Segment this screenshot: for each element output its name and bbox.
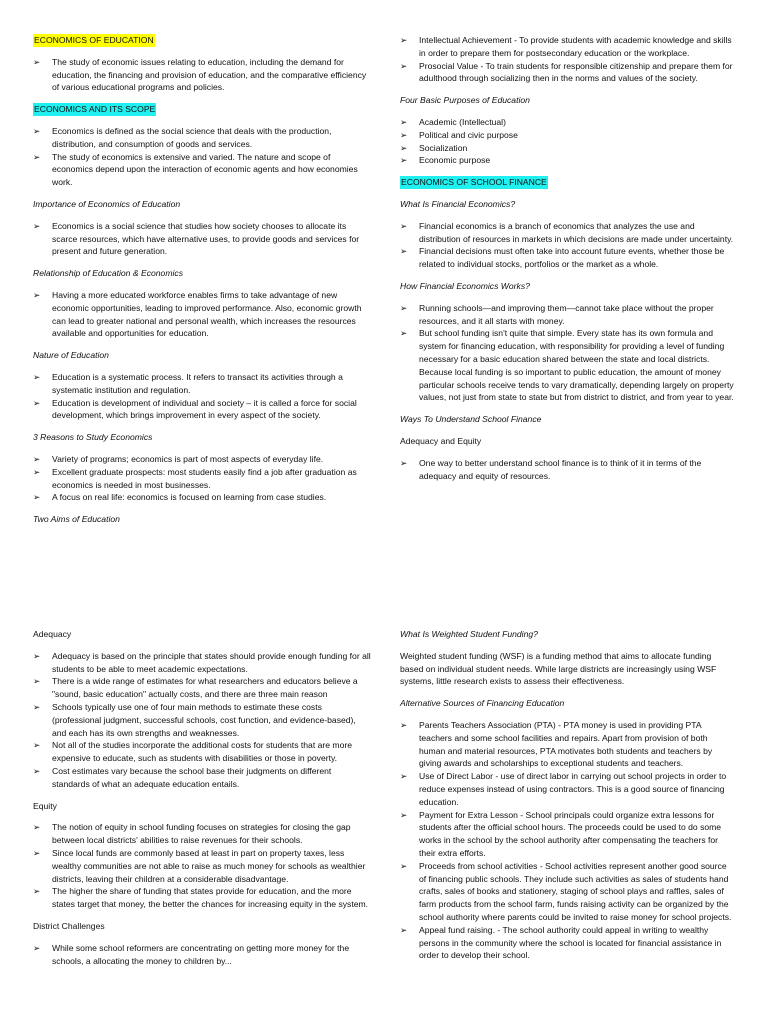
arrowhead-bullet-icon: ➢ xyxy=(400,246,408,257)
list-item-text: Schools typically use one of four main methods to estimate these costs (professional judgment, successful schools, cost function, and evidence-based), and each has its own strengths and weaknesses. xyxy=(52,701,356,738)
list-item-text: The study of economics is extensive and varied. The nature and scope of economics depend upon the interaction of economic agents and how economies work. xyxy=(52,151,358,188)
list-item xyxy=(400,129,736,142)
list-item-text: Adequacy is based on the principle that states should provide enough funding for all students to be able to meet academic expectations. xyxy=(52,650,371,674)
list-item xyxy=(400,116,736,129)
bullet-list xyxy=(33,220,371,258)
section-heading-row xyxy=(400,176,736,198)
bullet-list xyxy=(400,302,736,404)
italic-subheading: Two Aims of Education xyxy=(33,514,120,525)
list-item-text: Prosocial Value - To train students for responsible citizenship and prepare them for adulthood through socializing then in the norms and values of the society. xyxy=(419,60,733,84)
list-item-text: Not all of the studies incorporate the additional costs for students that are more expensive to educate, such as students with disabilities or those in poverty. xyxy=(52,740,352,764)
arrowhead-bullet-icon: ➢ xyxy=(33,151,41,162)
arrowhead-bullet-icon: ➢ xyxy=(400,220,408,231)
list-item-text: Excellent graduate prospects: most students easily find a job after graduation as economics is needed in most businesses. xyxy=(52,466,357,490)
list-item-text: Having a more educated workforce enables firms to take advantage of new economic opportunities, leading to improved performance. Also, economic growth can lead to greater national and personal wealth, which increases the resources available and opportunities for education. xyxy=(52,289,362,339)
list-item xyxy=(400,220,736,246)
bullet-list xyxy=(33,453,371,504)
list-item xyxy=(33,466,371,492)
list-item xyxy=(400,327,736,404)
arrowhead-bullet-icon: ➢ xyxy=(33,125,41,136)
bullet-list xyxy=(33,56,371,94)
list-item-text: Financial economics is a branch of economics that analyzes the use and distribution of resources in markets in which decisions are made under uncertainty. xyxy=(419,220,734,244)
list-item-text: But school funding isn't quite that simple. Every state has its own formula and system for financing education, with responsibility for providing a level of funding necessary for a basic education shared between the state and local districts. Because local funding is so important to public education, the amount of money particular schools receive tends to vary dramatically, depending largely on property values, not just from state to state but from district to district, and from year to year. xyxy=(419,328,734,403)
list-item xyxy=(400,860,736,924)
arrowhead-bullet-icon: ➢ xyxy=(400,809,408,820)
list-item xyxy=(33,397,371,423)
arrowhead-bullet-icon: ➢ xyxy=(33,886,41,897)
bullet-list xyxy=(33,289,371,340)
italic-subheading: How Financial Economics Works? xyxy=(400,280,530,291)
list-item xyxy=(400,809,736,860)
list-item xyxy=(33,220,371,258)
list-item-text: While some school reformers are concentrating on getting more money for the schools, a allocating the money to children by... xyxy=(52,942,350,966)
list-item xyxy=(400,154,736,167)
list-item xyxy=(400,60,736,86)
arrowhead-bullet-icon: ➢ xyxy=(33,701,41,712)
list-item-text: Economics is defined as the social science that deals with the production, distribution, and consumption of goods and services. xyxy=(52,125,332,149)
plain-heading: Adequacy xyxy=(33,629,72,639)
bullet-list xyxy=(400,220,736,271)
list-item-text: Education is development of individual and society – it is called a force for social development, which brings improvement in every aspect of the society. xyxy=(52,397,357,421)
bottom-left-column xyxy=(33,628,371,976)
list-item xyxy=(400,302,736,328)
italic-subheading: Nature of Education xyxy=(33,350,109,361)
bottom-right-column xyxy=(400,628,736,971)
arrowhead-bullet-icon: ➢ xyxy=(400,155,408,166)
highlighted-section-heading: ECONOMICS OF SCHOOL FINANCE xyxy=(401,177,547,188)
italic-subheading: Ways To Understand School Finance xyxy=(400,414,542,425)
list-item-text: Appeal fund raising. - The school authority could appeal in writing to wealthy persons in the community where the school is located for financial assistance in order to develop their school. xyxy=(419,924,722,961)
list-item xyxy=(33,701,371,739)
arrowhead-bullet-icon: ➢ xyxy=(33,740,41,751)
list-item xyxy=(33,765,371,791)
italic-subheading: Alternative Sources of Financing Education xyxy=(400,698,565,709)
arrowhead-bullet-icon: ➢ xyxy=(400,328,408,339)
italic-subheading: Four Basic Purposes of Education xyxy=(400,95,530,106)
arrowhead-bullet-icon: ➢ xyxy=(400,129,408,140)
bullet-list xyxy=(33,821,371,911)
arrowhead-bullet-icon: ➢ xyxy=(33,942,41,953)
arrowhead-bullet-icon: ➢ xyxy=(400,35,408,45)
list-item-text: Economic purpose xyxy=(419,155,491,166)
italic-subheading: What Is Financial Economics? xyxy=(400,198,516,209)
list-item xyxy=(33,650,371,676)
list-item xyxy=(400,245,736,271)
bullet-list xyxy=(400,457,736,483)
arrowhead-bullet-icon: ➢ xyxy=(33,822,41,833)
list-item-text: A focus on real life: economics is focused on learning from case studies. xyxy=(52,492,327,503)
list-item xyxy=(33,821,371,847)
list-item-text: Use of Direct Labor - use of direct labor in carrying out school projects in order to reduce expenses instead of using contractors. This is a good source of financing education. xyxy=(419,771,727,807)
list-item-text: Political and civic purpose xyxy=(419,129,518,140)
arrowhead-bullet-icon: ➢ xyxy=(400,924,408,935)
highlighted-section-heading: ECONOMICS OF EDUCATION xyxy=(34,35,154,45)
arrowhead-bullet-icon: ➢ xyxy=(33,289,41,300)
arrowhead-bullet-icon: ➢ xyxy=(400,719,408,730)
plain-heading: Adequacy and Equity xyxy=(400,435,482,446)
list-item xyxy=(33,289,371,340)
list-item xyxy=(33,675,371,701)
italic-subheading: What Is Weighted Student Funding? xyxy=(400,629,538,639)
bottom-page xyxy=(0,616,768,1024)
list-item-text: Payment for Extra Lesson - School principals could organize extra lessons for students after the official school hours. The proceeds could be used to do some works in the school by the school authority after compensating the teachers for their extra efforts. xyxy=(419,809,722,858)
list-item xyxy=(400,719,736,770)
bullet-list xyxy=(33,942,371,968)
arrowhead-bullet-icon: ➢ xyxy=(33,676,41,687)
list-item xyxy=(33,125,371,151)
arrowhead-bullet-icon: ➢ xyxy=(33,492,41,503)
arrowhead-bullet-icon: ➢ xyxy=(33,847,41,858)
bullet-list xyxy=(33,371,371,422)
section-heading-row xyxy=(33,103,371,125)
list-item xyxy=(33,491,371,504)
arrowhead-bullet-icon: ➢ xyxy=(400,116,408,127)
list-item xyxy=(33,371,371,397)
list-item-text: The notion of equity in school funding focuses on strategies for closing the gap between local districts' abilities to raise revenues for their schools. xyxy=(52,822,351,846)
list-item-text: Academic (Intellectual) xyxy=(419,116,506,127)
list-item-text: Socialization xyxy=(419,142,468,153)
list-item xyxy=(33,151,371,189)
arrowhead-bullet-icon: ➢ xyxy=(400,302,408,313)
arrowhead-bullet-icon: ➢ xyxy=(400,860,408,871)
list-item-text: Economics is a social science that studies how society chooses to allocate its scarce resources, which have alternative uses, to provide goods and services for present and future generation. xyxy=(52,220,360,257)
plain-heading: Equity xyxy=(33,800,57,811)
highlighted-section-heading: ECONOMICS AND ITS SCOPE xyxy=(34,104,156,115)
arrowhead-bullet-icon: ➢ xyxy=(33,56,41,67)
top-right-column xyxy=(400,34,736,491)
list-item xyxy=(400,457,736,483)
arrowhead-bullet-icon: ➢ xyxy=(33,453,41,464)
list-item xyxy=(400,34,736,60)
list-item xyxy=(33,56,371,94)
list-item xyxy=(400,924,736,962)
list-item xyxy=(400,142,736,155)
arrowhead-bullet-icon: ➢ xyxy=(400,60,408,71)
list-item xyxy=(33,453,371,466)
arrowhead-bullet-icon: ➢ xyxy=(33,371,41,382)
list-item xyxy=(33,885,371,911)
list-item-text: Financial decisions must often take into account future events, whether those be related to individual stocks, portfolios or the market as a whole. xyxy=(419,246,725,270)
list-item-text: Cost estimates vary because the school base their judgments on different standards of what an adequate education entails. xyxy=(52,765,332,789)
list-item xyxy=(400,770,736,808)
bullet-list xyxy=(33,125,371,189)
list-item-text: Education is a systematic process. It refers to transact its activities through a systematic institution and regulation. xyxy=(52,371,343,395)
bullet-list xyxy=(400,719,736,962)
body-paragraph: Weighted student funding (WSF) is a funding method that aims to allocate funding based on individual student needs. While large districts are increasingly using WSF systems, little research exists to assess their effectiveness. xyxy=(400,650,717,687)
list-item-text: Variety of programs; economics is part of most aspects of everyday life. xyxy=(52,453,324,464)
arrowhead-bullet-icon: ➢ xyxy=(33,650,41,661)
plain-heading: District Challenges xyxy=(33,920,105,931)
list-item-text: There is a wide range of estimates for what researchers and educators believe a "sound, basic education" actually costs, and there are three main reason xyxy=(52,676,358,700)
list-item-text: Since local funds are commonly based at least in part on property taxes, less wealthy communities are not able to raise as much money for schools as wealthier districts, leaving their children at a considerable disadvantage. xyxy=(52,847,366,884)
list-item-text: The higher the share of funding that states provide for education, and the more states target that money, the better the chances for increasing equity in the system. xyxy=(52,886,369,910)
list-item xyxy=(33,739,371,765)
arrowhead-bullet-icon: ➢ xyxy=(400,771,408,782)
arrowhead-bullet-icon: ➢ xyxy=(33,466,41,477)
arrowhead-bullet-icon: ➢ xyxy=(400,142,408,153)
list-item-text: One way to better understand school finance is to think of it in terms of the adequacy and equity of resources. xyxy=(419,457,702,481)
italic-subheading: Relationship of Education & Economics xyxy=(33,268,183,279)
arrowhead-bullet-icon: ➢ xyxy=(400,457,408,468)
bullet-list xyxy=(400,116,736,167)
list-item xyxy=(33,847,371,885)
italic-subheading: 3 Reasons to Study Economics xyxy=(33,432,153,443)
section-heading-row xyxy=(33,34,371,56)
bullet-list xyxy=(400,34,736,85)
arrowhead-bullet-icon: ➢ xyxy=(33,765,41,776)
list-item-text: Intellectual Achievement - To provide students with academic knowledge and skills in order to prepare them for postsecondary education or the workplace. xyxy=(419,35,732,58)
list-item-text: Proceeds from school activities - School activities represent another good source of financing public schools. They include such activities as sales of students hand crafts, sales of books and stationery, staging of school plays and raffles, sales of farm products from the school farm, funds raising activity can be organized by the school authority where parents could be invited to raise money for school projects. xyxy=(419,860,732,922)
list-item-text: Parents Teachers Association (PTA) - PTA money is used in providing PTA teachers and some school facilities and repairs. Apart from provision of both human and material resources, PTA motivates both students and teachers by giving awards and scholarships to exceptional students and teachers. xyxy=(419,719,713,769)
list-item xyxy=(33,942,371,968)
list-item-text: Running schools—and improving them—cannot take place without the proper resources, and it all starts with money. xyxy=(419,302,714,326)
arrowhead-bullet-icon: ➢ xyxy=(33,220,41,231)
arrowhead-bullet-icon: ➢ xyxy=(33,397,41,408)
list-item-text: The study of economic issues relating to education, including the demand for education, the financing and provision of education, and the comparative efficiency of various educational programs and policies. xyxy=(52,56,367,93)
top-left-column xyxy=(33,34,371,535)
italic-subheading: Importance of Economics of Education xyxy=(33,198,181,209)
bullet-list xyxy=(33,650,371,791)
